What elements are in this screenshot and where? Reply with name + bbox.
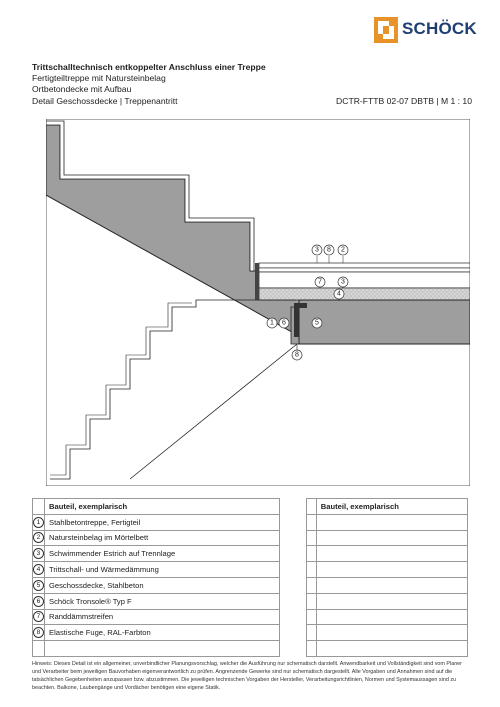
disclaimer-note: Hinweis: Dieses Detail ist ein allgemeiner, unverbindlicher Planungsvorschlag, welcher die Ausführung nur schematisch darstellt. Anwendbarkeit und Vollständigkeit sind vom Planer und Verarbeiter beim jeweiligen Bauvorhaben eigenverantwortlich zu prüfen. Angrenzende Gewerke sind nur schematisch dargestellt. Alle Vorgaben und Annahmen sind auf die tatsächlichen Gegebenheiten anzupassen bzw. abzustimmen. Die jeweiligen technischen Vorgaben der Hersteller, Verarbeitungsrichtlinien, Normen und Systemaussagen sind zu beachten. Balkone, Laubengänge und Vordächer benötigen eine eigene Statik. [32, 661, 462, 691]
right-column-header: Bauteil, exemplarisch [316, 499, 467, 515]
brand-logo [374, 17, 480, 43]
schoeck-logo-icon [374, 17, 398, 43]
table-row: 5 Geschossdecke, Stahlbeton [33, 577, 468, 593]
svg-text:2: 2 [341, 246, 345, 254]
svg-text:8: 8 [327, 246, 331, 254]
svg-text:4: 4 [337, 290, 341, 298]
mortar-bed [259, 268, 470, 272]
table-row: 1 Stahlbetontreppe, Fertigteil [33, 514, 468, 530]
svg-text:8: 8 [295, 351, 299, 359]
callout-8-bottom [292, 350, 302, 360]
svg-text:7: 7 [318, 278, 322, 286]
table-row: 6 Schöck Tronsole® Typ F [33, 593, 468, 609]
svg-text:6: 6 [282, 319, 286, 327]
table-row: 2 Natursteinbelag im Mörtelbett [33, 530, 468, 546]
callout-2 [338, 245, 348, 255]
callout-6 [279, 318, 289, 328]
table-header-row [33, 499, 468, 515]
callout-5 [312, 318, 322, 328]
lower-flight-outline [50, 300, 296, 479]
table-row [33, 641, 468, 657]
svg-text:1: 1 [270, 319, 274, 327]
svg-text:5: 5 [315, 319, 319, 327]
callout-7 [315, 277, 325, 287]
svg-text:3: 3 [315, 246, 319, 254]
floor-slab [299, 300, 470, 344]
drawing-code: DCTR-FTTB 02-07 DBTB | M 1 : 10 [336, 96, 472, 106]
callout-3-top [312, 245, 322, 255]
table-row: 4 Trittschall- und Wärmedämmung [33, 562, 468, 578]
table-row: 8 Elastische Fuge, RAL-Farbton [33, 625, 468, 641]
brand-name: SCHÖCK [402, 19, 477, 38]
page-title: Trittschalltechnisch entkoppelter Anschluss einer Treppe [32, 62, 266, 72]
impact-insulation [259, 288, 470, 300]
callout-3-side [338, 277, 348, 287]
floating-screed [259, 272, 470, 288]
table-row: 7 Randdämmstreifen [33, 609, 468, 625]
subtitle-line-2: Ortbetondecke mit Aufbau [32, 84, 132, 95]
svg-text:3: 3 [341, 278, 345, 286]
table-row: 3 Schwimmender Estrich auf Trennlage [33, 546, 468, 562]
section-drawing [46, 119, 470, 486]
callout-4 [334, 289, 344, 299]
subtitle-line-1: Fertigteiltreppe mit Natursteinbelag [32, 73, 166, 84]
left-column-header: Bauteil, exemplarisch [45, 499, 280, 515]
callout-1 [267, 318, 277, 328]
subtitle-line-3: Detail Geschossdecke | Treppenantritt [32, 95, 178, 106]
callout-8-top [324, 245, 334, 255]
floor-stone [259, 263, 470, 268]
component-table [32, 498, 468, 657]
stair-section-svg [46, 119, 470, 486]
edge-insulation-strip [255, 263, 259, 300]
tronsole-bearing [294, 303, 299, 337]
